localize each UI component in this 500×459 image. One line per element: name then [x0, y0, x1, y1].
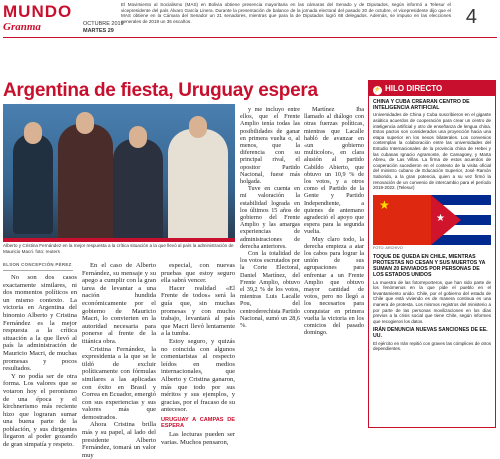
- paragraph: Hacer realidad «El Frente de todos» será la guía que, sin muchas promesas y con mucho trabajo, levantará al país que Macri llevó lentamente a la tumba.: [161, 284, 235, 338]
- photo-face: [129, 126, 147, 148]
- newspaper-name: Granma: [3, 21, 41, 33]
- sidebar-story-title: TOQUE DE QUEDA EN CHILE, MIENTRAS PROTESTAS NO CESAN Y SUS MUERTOS YA SUMAN 20 ENVIADOS POR PERSONAS DE LOS ESTADOS UNIDOS: [373, 253, 486, 279]
- sidebar-header-label: HILO DIRECTO: [385, 84, 443, 93]
- paragraph: Cristina Fernández, la expresidenta a la que se le tildó de excluir políticamente con fórmulas similares a las aplicadas con éxito en Brasil y Correa en Ecuador, emergió con sus experiencias y sus valores más que demostrados.: [82, 345, 156, 421]
- byline-rule: [3, 270, 73, 271]
- photo-credit: FOTO: ARCHIVO: [373, 245, 403, 250]
- photo-face: [24, 122, 42, 144]
- sidebar-story-text: La muestra de las fotorreporteros, que han sido parte de los fenómenos en la que pide el pueblo en el levantamiento unido. Chile, por el gobierno del estado de Chile que está viviendo es de manera continua es una manera de protesta. Los mismos registros del ministerio a por parte de las personas movilizaciones en los días previos a la crisis social que tiene Chile, según informes que recogieron los datos.: [373, 279, 491, 324]
- top-brief: El Movimiento al Socialismo (MAS) en Bolivia obtiene presencia mayoritaria en las cámaras del Senado y de Diputados, según informó a Telesur el vicepresidente del país Álvaro García Linera. Durante la presentación de balance de la jornada electoral del pasado 20 de octubre, el vicepresidente dijo que el MAS obtiene en la Cámara del Senador un 21 senadores, mientras que para la de Diputados logró 68 delegados. Además, se impuso en las elecciones generales de 2019 un 35 escaños.: [121, 2, 451, 24]
- photo-figure: [58, 124, 113, 242]
- article-column-1: [3, 274, 77, 449]
- section-name: MUNDO: [3, 2, 73, 21]
- hilo-directo-sidebar: [368, 80, 496, 428]
- photo-face: [76, 112, 94, 134]
- paragraph: Martínez Iba llamado al diálogo con otras fuerzas políticas, mientras que Lacalle habló de avanzar en «un gobierno multicolor», en clara alusión al partido Cabildo Abierto, que obtuvo un 10,9 % de los votos, y a otros como el Partido de la Gente y Partido Independiente, a quienes de antemano agradeció el apoyo que espera para la segunda vuelta.: [304, 106, 364, 236]
- paragraph: En el caso de Alberto Fernández, su mensaje y su apego a cumplir con la gran tarea de levantar a una nación hundida económicamente por el gobierno de Mauricio Macri, lo convierten en la autoridad necesaria para ponerse al frente de la titánica obra.: [82, 262, 156, 345]
- sidebar-story-title: CHINA Y CUBA CREARAN CENTRO DE INTELIGENCIA ARTIFICIAL: [373, 99, 470, 112]
- paragraph: Las lecturas pueden ser varias. Muchos pensaron,: [161, 431, 235, 446]
- section-subhead: URUGUAY A CAMPAS DE ESPERA: [161, 416, 235, 430]
- photo-caption: Alberto y Cristina Fernández en la mejor respuesta a la crítica situación a la que llevó al país la administración de Mauricio Macri. foto: reuters: [3, 243, 234, 254]
- byline: ELSON CONCEPCIÓN PÉREZ: [3, 262, 72, 267]
- paragraph: Muy claro todo, la derecha empieza a atar los cabos para lograr la unión de sus agrupaciones para enfrentar a un Frente Amplio que obtuvo mayor cantidad de votos, pero no llegó a los necesarios para conquistar en primera vuelta la victoria en los comicios del pasado domingo.: [304, 235, 364, 337]
- section-brand: [3, 3, 72, 33]
- lightning-icon: ⚡: [373, 87, 382, 93]
- photo-figure: [113, 139, 163, 242]
- photo-figure: [13, 134, 53, 234]
- page-number: 4: [465, 6, 477, 28]
- sidebar-header: [369, 81, 495, 96]
- month-year: OCTUBRE 2019: [83, 21, 124, 27]
- article-column-2: [82, 262, 156, 459]
- photo-face: [189, 116, 207, 138]
- china-flag-icon: ★: [373, 195, 433, 245]
- sidebar-story-title: IRÁN DENUNCIA NUEVAS SANCIONES DE EE. UU.: [373, 327, 488, 340]
- article-headline: Argentina de fiesta, Uruguay espera: [3, 80, 318, 101]
- photo-figure: [168, 129, 228, 242]
- paragraph: y me incluyo entre ellos, que el Frente Amplio tenía todas las posibilidades de ganar en primera vuelta o, al menos, que la diferencia con su principal rival, el opositor Partido Nacional, fuese más holgada.: [240, 106, 300, 186]
- article-column-5: [304, 106, 364, 337]
- dateline: [83, 21, 124, 35]
- paragraph: Estoy seguro, y quizás no coincida con algunos comentaristas al respecto leídos en medios internacionales, que Alberto y Cristina ganaron, más que todo por sus méritos y sus ejemplos, y gracias, por el fracaso de su antecesor.: [161, 337, 235, 414]
- photo-accent-line: [3, 238, 235, 242]
- article-column-4: [240, 106, 300, 329]
- sidebar-story-text: El ejército en Irán repitió con graves las cómplices de otros dependientes.: [373, 340, 491, 352]
- flags-photo: [373, 195, 491, 245]
- article-column-3: [161, 262, 235, 446]
- paragraph: especial, con nuevas pruebas que estoy seguro ella sabrá vencer.: [161, 262, 235, 285]
- paragraph: No son dos casos exactamente similares, ni dos momentos políticos en un mismo contexto. La victoria en Argentina del binomio Alberto y Cristina Fernández es la mejor respuesta a la crítica situación a la que llevó al país la administración de Mauricio Macri, de muchas promesas y pocos resultados.: [3, 274, 77, 373]
- paragraph: Y no podía ser de otra forma. Los valores que se votaron hoy el peronismo de una época y el kirchnerismo más reciente hizo que lograran sumar una buena parte de la población, y sus dirigentes llegaron al poder gozando de gran simpatía y respeto.: [3, 372, 77, 449]
- weekday-day: MARTES 29: [83, 28, 114, 34]
- article-photo: [3, 104, 235, 242]
- paragraph: Ahora Cristina brilla más y su papel, al lado del presidente Alberto Fernández, tomará un valor muy: [82, 421, 156, 459]
- paragraph: Con la totalidad de los votos escrutados por la Corte Electoral, Daniel Martínez, del Frente Amplio, obtuvo el 39,2 % de los votos, mientras Luis Lacalle Pou, del centroderechista Partido Nacional, sumó un 28,6 %.: [240, 250, 300, 330]
- masthead: [3, 2, 497, 38]
- paragraph: Tuve en cuenta en mi valoración la estabilidad lograda en los últimos 15 años de gobierno del Frente Amplio y las amargas experiencias de administraciones de derecha anteriores.: [240, 185, 300, 250]
- cuba-flag-icon: ★: [431, 195, 491, 245]
- sidebar-story-text: Universidades de China y Cuba suscribieron en el gigante asiático acuerdos de cooperación para crear un centro de inteligencia artificial y otro de enseñanza de lengua china. Estos pactos son considerados una proyección hacia una etapa superior en los nexos bilaterales. Los convenios contemplan la colaboración entre las universidades del Estudio Internacionales de la provincia china de Hebei y las cubanas Ignacio Agramonte, de Camagüey, y Marta Abreu, de Las Villas. La firma de estos acuerdos de cooperación sucedieron en el contexto de la visita oficial del ministro cubano de Educación Superior, José Ramón Saborido, a la gran potencia, quien a su vez firmó la renovación de un convenio de intercambio para el período 2019-2022. (Telesur): [373, 112, 491, 191]
